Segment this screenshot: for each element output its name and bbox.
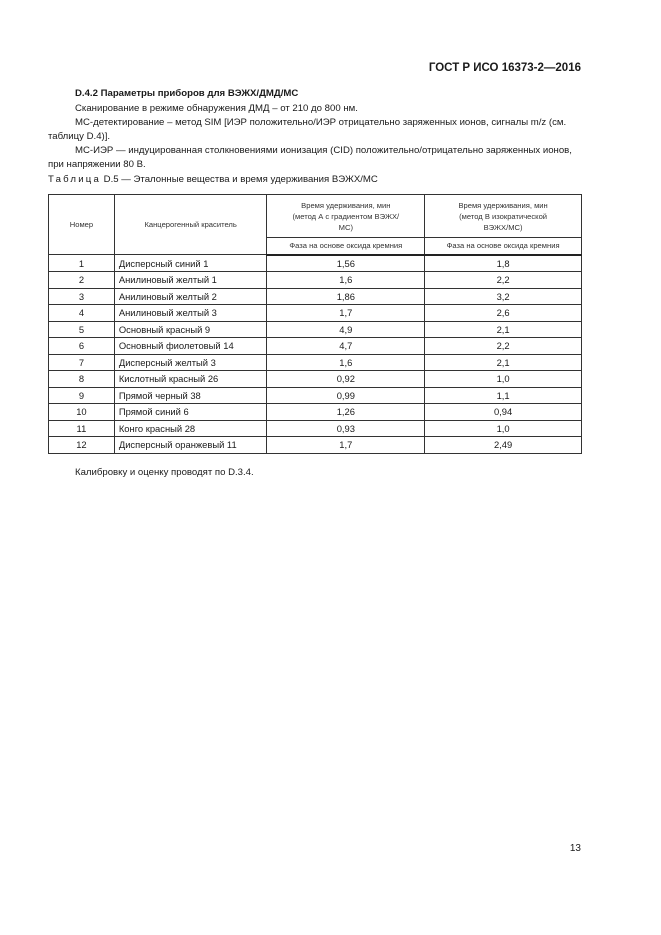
row-time-b: 0,94 [425,404,582,421]
row-time-b: 2,6 [425,305,582,322]
row-dye-name: Основный фиолетовый 14 [114,338,267,355]
row-number: 11 [49,420,115,437]
row-time-a: 1,56 [267,255,425,272]
table-row [49,255,582,272]
table-row [49,272,582,289]
row-dye-name: Прямой синий 6 [114,404,267,421]
section-body [48,102,582,172]
row-dye-name: Дисперсный синий 1 [114,255,267,272]
row-number: 5 [49,321,115,338]
row-time-b: 2,2 [425,338,582,355]
row-time-a: 1,6 [267,354,425,371]
row-time-a: 1,6 [267,272,425,289]
row-time-b: 1,0 [425,420,582,437]
paragraph-ms-esi: МС-ИЭР — индуцированная столкновениями ионизация (CID) положительно/отрицательно заряженных ионов, при напряжении 80 В. [48,145,572,170]
header-number: Номер [49,195,115,255]
paragraph-scan: Сканирование в режиме обнаружения ДМД – от 210 до 800 нм. [75,103,358,114]
document-header: ГОСТ Р ИСО 16373-2—2016 [428,62,581,74]
row-time-b: 2,1 [425,321,582,338]
header-dye: Канцерогенный краситель [114,195,267,255]
header-phase-b: Фаза на основе оксида кремния [425,238,582,255]
row-dye-name: Основный красный 9 [114,321,267,338]
table-body [49,255,582,454]
table-row [49,404,582,421]
row-time-a: 1,7 [267,305,425,322]
row-dye-name: Анилиновый желтый 1 [114,272,267,289]
row-number: 10 [49,404,115,421]
header-time-a: Время удерживания, мин (метод А с градиентом ВЭЖХ/МС) [267,195,425,238]
row-dye-name: Дисперсный желтый 3 [114,354,267,371]
row-time-b: 2,2 [425,272,582,289]
row-time-a: 1,26 [267,404,425,421]
row-dye-name: Конго красный 28 [114,420,267,437]
retention-time-table [48,194,582,454]
table-row [49,354,582,371]
row-number: 8 [49,371,115,388]
row-number: 7 [49,354,115,371]
row-number: 9 [49,387,115,404]
page-number: 13 [569,843,581,854]
row-number: 6 [49,338,115,355]
section-title: D.4.2 Параметры приборов для ВЭЖХ/ДМД/МС [75,88,299,99]
table-caption [48,174,378,185]
row-time-b: 2,1 [425,354,582,371]
row-time-a: 1,7 [267,437,425,454]
row-dye-name: Анилиновый желтый 3 [114,305,267,322]
table-row [49,321,582,338]
table-caption-text: D.5 — Эталонные вещества и время удерживания ВЭЖХ/МС [101,174,378,185]
row-time-a: 0,93 [267,420,425,437]
row-time-b: 1,0 [425,371,582,388]
footer-note: Калибровку и оценку проводят по D.3.4. [75,467,254,478]
row-time-b: 1,8 [425,255,582,272]
table-row [49,437,582,454]
row-number: 4 [49,305,115,322]
row-time-b: 2,49 [425,437,582,454]
header-phase-a: Фаза на основе оксида кремния [267,238,425,255]
table-row [49,387,582,404]
row-time-a: 4,9 [267,321,425,338]
row-time-b: 1,1 [425,387,582,404]
row-time-b: 3,2 [425,288,582,305]
table-row [49,420,582,437]
row-time-a: 0,99 [267,387,425,404]
row-dye-name: Кислотный красный 26 [114,371,267,388]
table-caption-prefix: Таблица [48,174,102,185]
row-time-a: 0,92 [267,371,425,388]
table-row [49,288,582,305]
row-time-a: 4,7 [267,338,425,355]
paragraph-ms-detection: МС-детектирование – метод SIM [ИЭР положительно/ИЭР отрицательно заряженных ионов, сигналы m/z (см. таблицу D.4)]. [48,117,567,142]
row-number: 2 [49,272,115,289]
table-row [49,338,582,355]
table-row [49,305,582,322]
row-number: 12 [49,437,115,454]
row-dye-name: Дисперсный оранжевый 11 [114,437,267,454]
table-row [49,371,582,388]
header-time-b: Время удерживания, мин (метод В изократической ВЭЖХ/МС) [425,195,582,238]
row-dye-name: Анилиновый желтый 2 [114,288,267,305]
row-number: 1 [49,255,115,272]
row-time-a: 1,86 [267,288,425,305]
row-dye-name: Прямой черный 38 [114,387,267,404]
row-number: 3 [49,288,115,305]
